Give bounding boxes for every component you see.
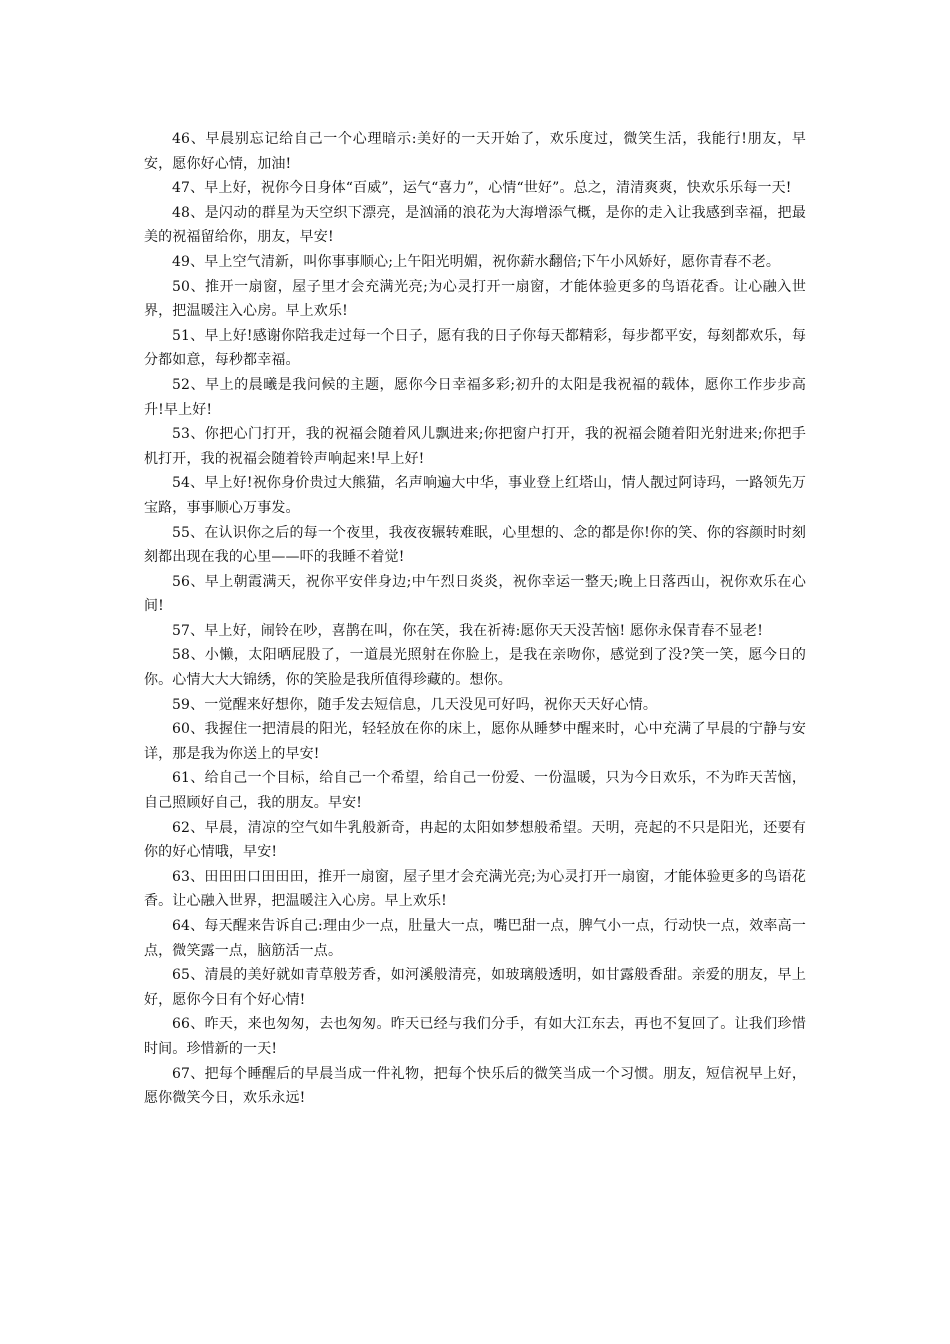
paragraph-64: 64、每天醒来告诉自己:理由少一点，肚量大一点，嘴巴甜一点，脾气小一点，行动快一点，效率高一点，微笑露一点，脑筋活一点。	[144, 918, 806, 959]
paragraph-56: 56、早上朝霞满天，祝你平安伴身边;中午烈日炎炎，祝你幸运一整天;晚上日落西山，祝你欢乐在心间!	[144, 573, 806, 615]
paragraph-58: 58、小懒，太阳晒屁股了，一道晨光照射在你脸上，是我在亲吻你，感觉到了没?笑一笑，愿今日的你。心情大大大锦绣，你的笑脸是我所值得珍藏的。想你。	[144, 647, 806, 689]
paragraph-62: 62、早晨，清凉的空气如牛乳般新奇，冉起的太阳如梦想般希望。天明，亮起的不只是阳光，还要有你的好心情哦，早安!	[144, 819, 806, 861]
paragraph-52: 52、早上的晨曦是我问候的主题，愿你今日幸福多彩;初升的太阳是我祝福的载体，愿你工作步步高升!早上好!	[144, 376, 806, 418]
paragraph-66: 66、昨天，来也匆匆，去也匆匆。昨天已经与我们分手，有如大江东去，再也不复回了。让我们珍惜时间。珍惜新的一天!	[144, 1016, 806, 1057]
paragraph-55: 55、在认识你之后的每一个夜里，我夜夜辗转难眠，心里想的、念的都是你!你的笑、你的容颜时时刻刻都出现在我的心里——吓的我睡不着觉!	[144, 524, 806, 566]
paragraph-53: 53、你把心门打开，我的祝福会随着风儿飘进来;你把窗户打开，我的祝福会随着阳光射进来;你把手机打开，我的祝福会随着铃声响起来!早上好!	[144, 426, 806, 467]
paragraph-50: 50、推开一扇窗，屋子里才会充满光亮;为心灵打开一扇窗，才能体验更多的鸟语花香。让心融入世界，把温暖注入心房。早上欢乐!	[144, 278, 806, 320]
paragraph-61: 61、给自己一个目标，给自己一个希望，给自己一份爱、一份温暖，只为今日欢乐，不为昨天苦恼，自己照顾好自己，我的朋友。早安!	[144, 770, 806, 812]
paragraph-60: 60、我握住一把清晨的阳光，轻轻放在你的床上，愿你从睡梦中醒来时，心中充满了早晨的宁静与安详，那是我为你送上的早安!	[144, 721, 806, 762]
paragraph-57: 57、早上好，闹铃在吵，喜鹊在叫，你在笑，我在祈祷:愿你天天没苦恼! 愿你永保青春不显老!	[172, 622, 763, 639]
paragraph-46: 46、早晨别忘记给自己一个心理暗示:美好的一天开始了，欢乐度过，微笑生活，我能行!朋友，早安，愿你好心情，加油!	[144, 131, 806, 172]
paragraph-63: 63、田田田口田田田，推开一扇窗，屋子里才会充满光亮;为心灵打开一扇窗，才能体验更多的鸟语花香。让心融入世界，把温暖注入心房。早上欢乐!	[144, 868, 806, 910]
paragraph-59: 59、一觉醒来好想你，随手发去短信息，几天没见可好吗，祝你天天好心情。	[172, 696, 658, 713]
paragraph-67: 67、把每个睡醒后的早晨当成一件礼物，把每个快乐后的微笑当成一个习惯。朋友，短信祝早上好，愿你微笑今日，欢乐永远!	[144, 1065, 806, 1107]
paragraph-65: 65、清晨的美好就如青草般芳香，如河溪般清亮，如玻璃般透明，如甘露般香甜。亲爱的朋友，早上好，愿你今日有个好心情!	[144, 967, 806, 1008]
paragraph-47: 47、早上好，祝你今日身体“百威”，运气“喜力”，心情“世好”。总之，清清爽爽，快欢乐乐每一天!	[172, 180, 792, 197]
paragraph-51: 51、早上好!感谢你陪我走过每一个日子，愿有我的日子你每天都精彩，每步都平安，每刻都欢乐，每分都如意，每秒都幸福。	[144, 327, 806, 369]
paragraph-48: 48、是闪动的群星为天空织下漂亮，是汹涌的浪花为大海增添气概，是你的走入让我感到幸福，把最美的祝福留给你，朋友，早安!	[144, 204, 806, 246]
paragraph-49: 49、早上空气清新，叫你事事顺心;上午阳光明媚，祝你薪水翻倍;下午小风娇好，愿你青春不老。	[172, 253, 780, 270]
paragraph-54: 54、早上好!祝你身价贵过大熊猫，名声响遍大中华，事业登上红塔山，情人靓过阿诗玛，一路领先万宝路，事事顺心万事发。	[144, 475, 806, 516]
